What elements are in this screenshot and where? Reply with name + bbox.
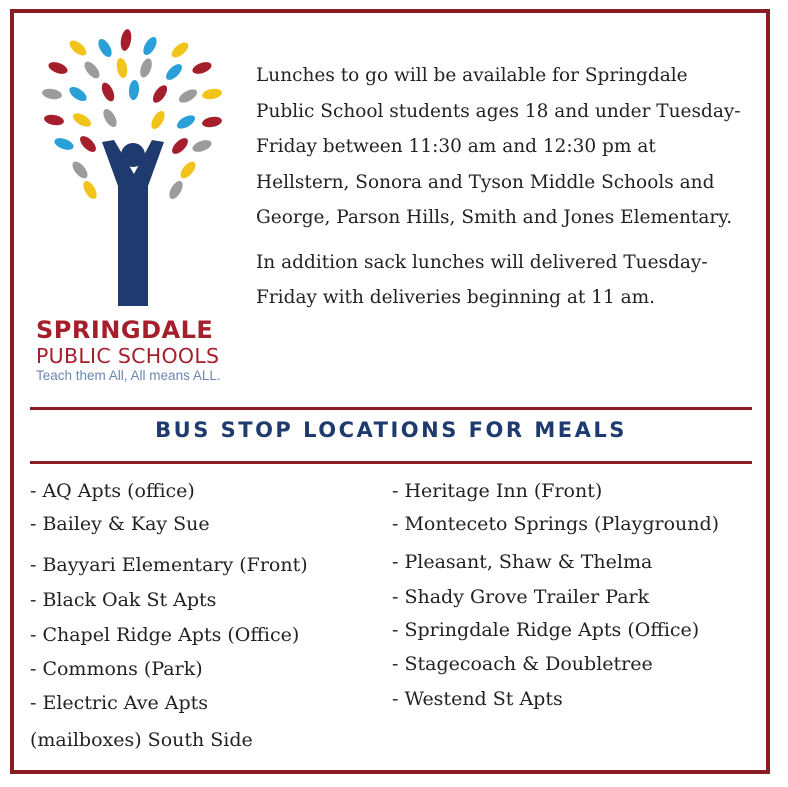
list-item: - Bailey & Kay Sue (30, 513, 210, 535)
list-item: - Bayyari Elementary (Front) (30, 554, 308, 576)
list-item: - Commons (Park) (30, 658, 203, 680)
list-item: - Monteceto Springs (Playground) (392, 513, 720, 535)
list-item: - AQ Apts (office) (30, 480, 195, 502)
section-heading: BUS STOP LOCATIONS FOR MEALS (155, 418, 627, 442)
list-item: - Electric Ave Apts (30, 692, 209, 714)
list-item: - Chapel Ridge Apts (Office) (30, 624, 300, 646)
logo-tagline: Teach them All, All means ALL. (36, 368, 221, 383)
divider-top (30, 407, 752, 410)
intro-text (256, 58, 751, 325)
list-item: - Springdale Ridge Apts (Office) (392, 619, 700, 641)
list-item: - Shady Grove Trailer Park (392, 586, 650, 608)
logo-subtitle: PUBLIC SCHOOLS (36, 344, 220, 368)
list-item: - Westend St Apts (392, 688, 563, 710)
list-item: - Heritage Inn (Front) (392, 480, 603, 502)
list-item: (mailboxes) South Side (30, 729, 253, 751)
list-item: - Pleasant, Shaw & Thelma (392, 551, 653, 573)
logo-title: SPRINGDALE (36, 316, 214, 344)
district-logo (30, 24, 240, 384)
list-item: - Stagecoach & Doubletree (392, 653, 653, 675)
intro-paragraph-2: In addition sack lunches will delivered Tuesday-Friday with deliveries beginning at 11 am. (256, 251, 708, 308)
tree-person-icon (30, 24, 240, 314)
intro-paragraph-1: Lunches to go will be available for Springdale Public School students ages 18 and under Tuesday-Friday between 11:30 am and 12:30 pm at Hellstern, Sonora and Tyson Middle Schools and George, Parson Hills, Smith and Jones Elementary. (256, 65, 741, 228)
list-item: - Black Oak St Apts (30, 589, 217, 611)
divider-bottom (30, 461, 752, 464)
